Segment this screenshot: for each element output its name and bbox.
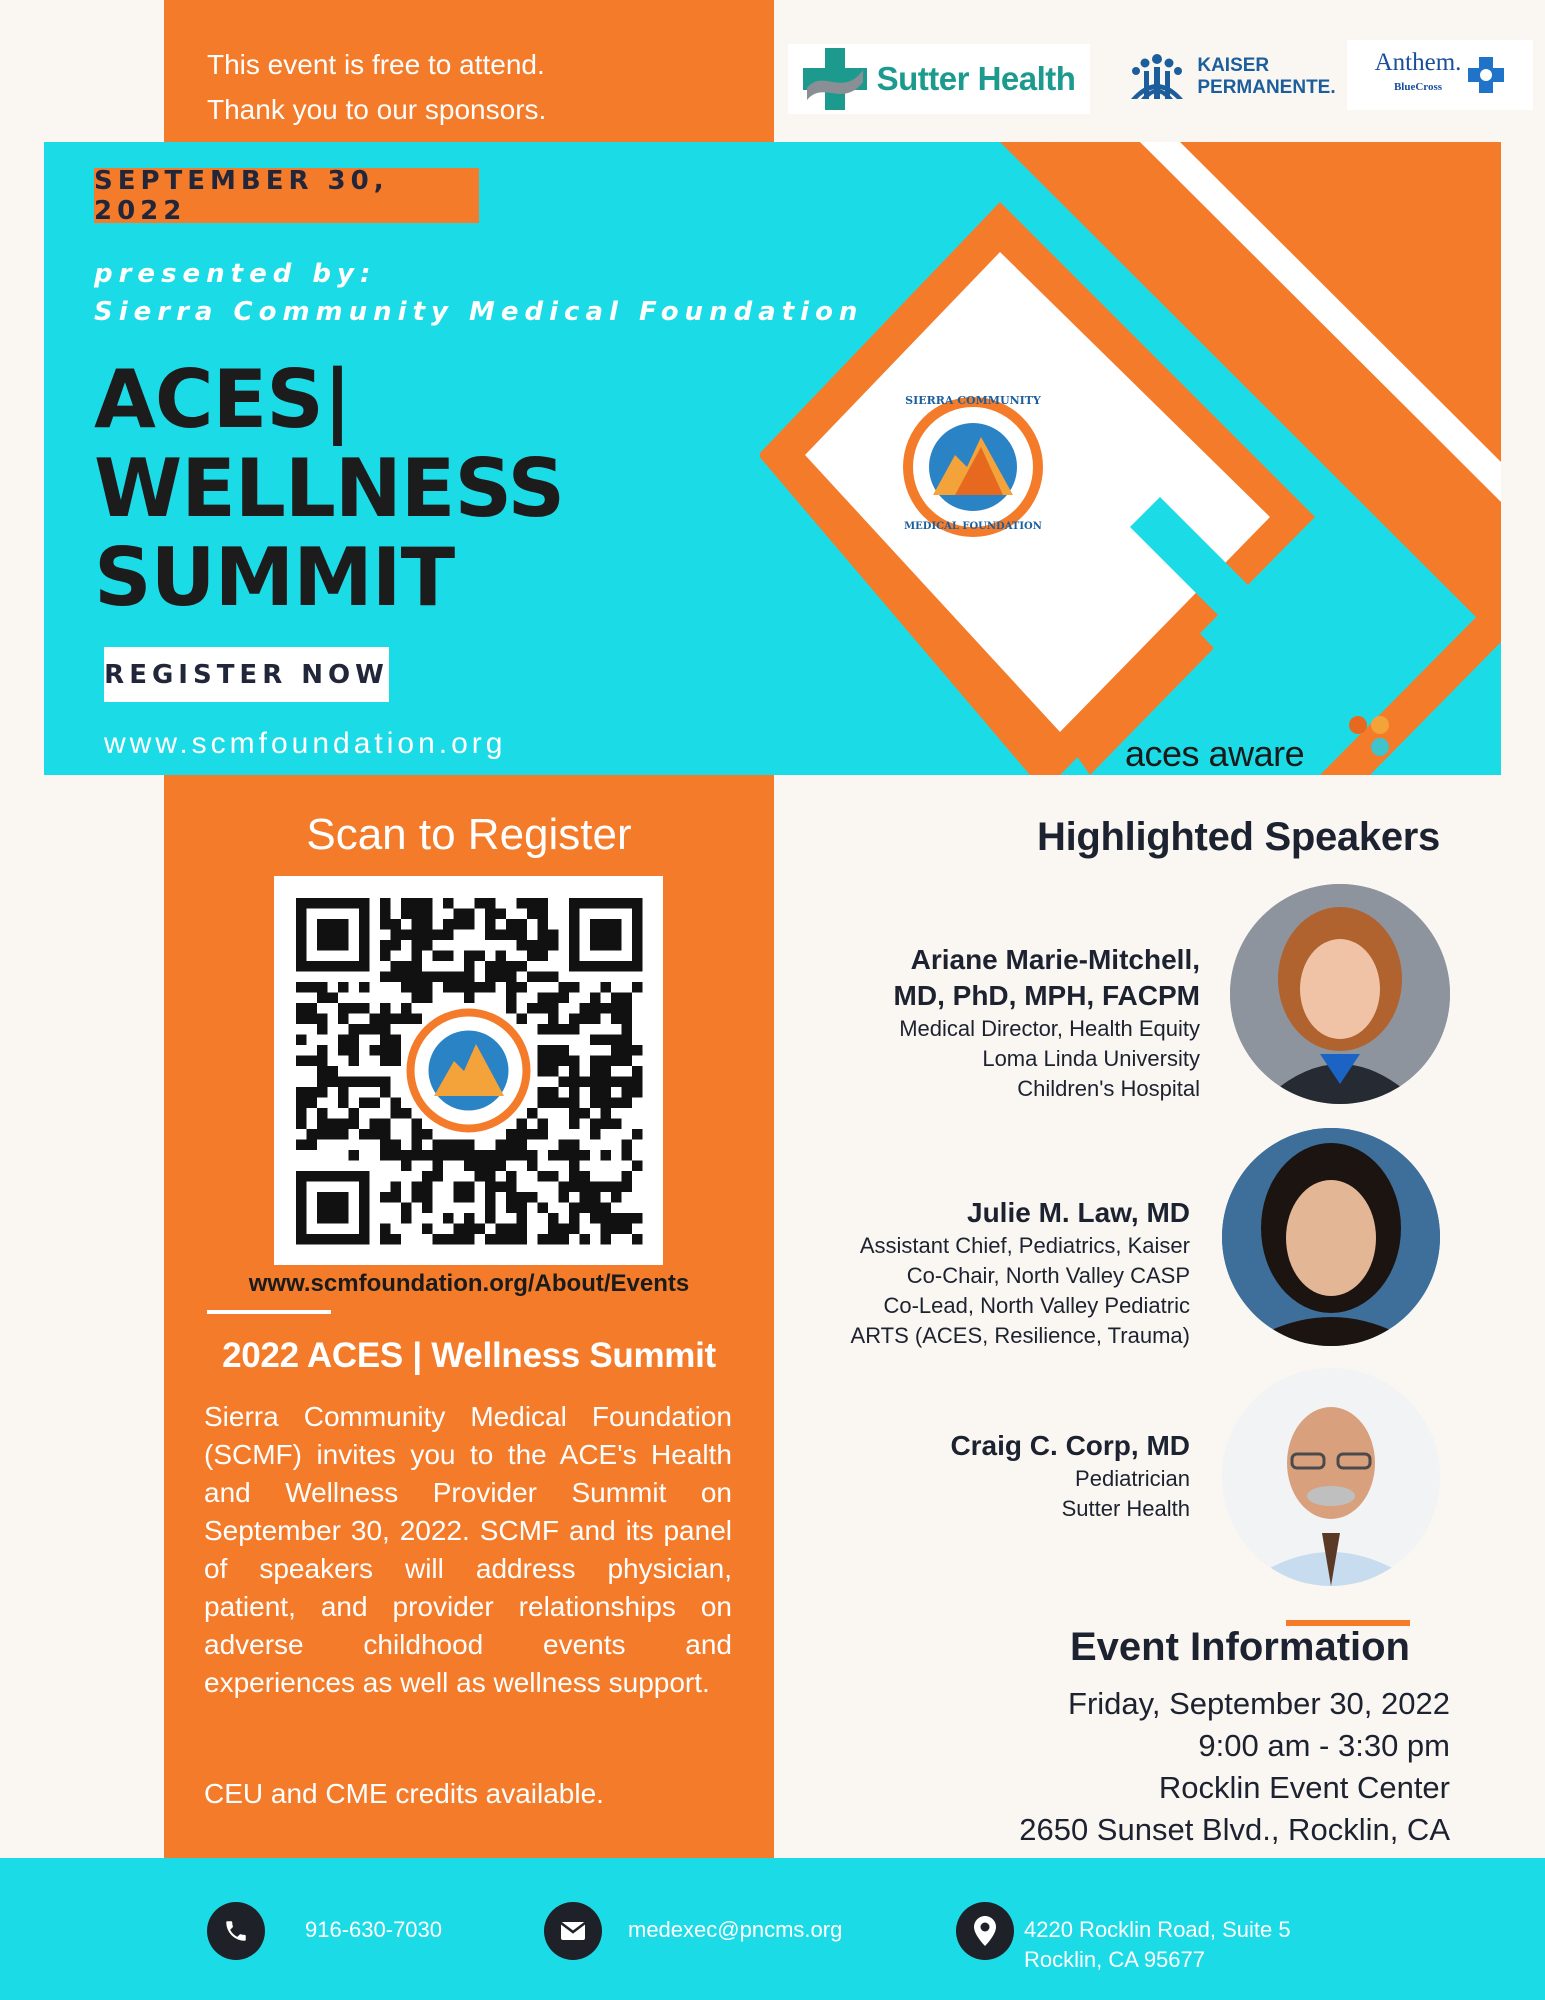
speaker-1-role-2: Loma Linda University xyxy=(982,1046,1200,1071)
address-line-2: Rocklin, CA 95677 xyxy=(1024,1947,1205,1972)
register-now-button[interactable]: REGISTER NOW xyxy=(104,647,389,702)
page-title xyxy=(94,355,654,622)
speaker-2-role-3: Co-Lead, North Valley Pediatric xyxy=(883,1293,1190,1318)
scmf-logo-badge xyxy=(893,395,1053,540)
email-icon xyxy=(544,1902,602,1960)
kaiser-line-2: PERMANENTE. xyxy=(1197,77,1336,98)
speaker-2-name: Julie M. Law, MD xyxy=(967,1197,1190,1228)
speaker-2-role-4: ARTS (ACES, Resilience, Trauma) xyxy=(850,1323,1190,1348)
anthem-logo xyxy=(1347,40,1533,110)
speaker-1-role-1: Medical Director, Health Equity xyxy=(899,1016,1200,1041)
title-line-1: ACES| xyxy=(94,353,352,446)
events-link[interactable]: www.scmfoundation.org/About/Events xyxy=(248,1270,690,1297)
event-time: 9:00 am - 3:30 pm xyxy=(1198,1728,1450,1763)
presented-by xyxy=(94,255,863,331)
speaker-2-role-1: Assistant Chief, Pediatrics, Kaiser xyxy=(859,1233,1190,1258)
anthem-bluecross: BlueCross xyxy=(1393,81,1443,93)
speaker-3-role-1: Pediatrician xyxy=(1075,1466,1190,1491)
event-details xyxy=(880,1683,1450,1851)
credits-note: CEU and CME credits available. xyxy=(204,1778,604,1809)
speaker-2-portrait-icon xyxy=(1222,1128,1440,1346)
event-info-heading: Event Information xyxy=(1069,1625,1410,1669)
qr-code-icon xyxy=(274,876,663,1265)
registration-qr-code[interactable] xyxy=(274,876,663,1265)
kaiser-permanente-logo xyxy=(1124,40,1339,114)
summit-heading: 2022 ACES | Wellness Summit xyxy=(222,1336,716,1375)
anthem-name xyxy=(1375,51,1462,99)
event-address: 2650 Sunset Blvd., Rocklin, CA xyxy=(1019,1812,1450,1847)
event-date: Friday, September 30, 2022 xyxy=(1068,1686,1450,1721)
hero-geometric-art xyxy=(760,142,1501,775)
summit-description: Sierra Community Medical Foundation (SCMF) invites you to the ACE's Health and Wellness Provider Summit on September 30, 2022. SCMF and its panel of speakers will address physician, patient, and provider relationships on adverse childhood events and experiences as well as wellness support. xyxy=(204,1401,732,1698)
title-line-3: SUMMIT xyxy=(94,531,455,624)
speaker-1-name-line-1: Ariane Marie-Mitchell, xyxy=(910,944,1200,975)
title-line-2: WELLNESS xyxy=(94,442,565,535)
speakers-heading: Highlighted Speakers xyxy=(1037,815,1440,859)
contact-phone[interactable]: 916-630-7030 xyxy=(305,1917,443,1942)
kaiser-name xyxy=(1197,55,1335,99)
speaker-3-role-2: Sutter Health xyxy=(1061,1496,1190,1521)
speaker-1-photo xyxy=(1230,884,1450,1104)
badge-top-text: SIERRA COMMUNITY xyxy=(905,394,1041,407)
speaker-1-role-3: Children's Hospital xyxy=(1017,1076,1200,1101)
kaiser-sunburst-icon xyxy=(1127,49,1187,105)
scan-to-register-heading: Scan to Register xyxy=(306,810,632,859)
presented-by-label: presented by: xyxy=(94,259,377,289)
badge-bottom-text: MEDICAL FOUNDATION xyxy=(904,521,1042,532)
sutter-health-logo xyxy=(788,44,1090,114)
location-pin-icon xyxy=(956,1902,1014,1960)
presenter-name: Sierra Community Medical Foundation xyxy=(94,297,864,327)
bluecross-icon xyxy=(1467,56,1505,94)
event-venue: Rocklin Event Center xyxy=(1158,1770,1450,1805)
speaker-1-name-line-2: MD, PhD, MPH, FACPM xyxy=(893,980,1200,1011)
speaker-1-portrait-icon xyxy=(1230,884,1450,1104)
address-line-1: 4220 Rocklin Road, Suite 5 xyxy=(1024,1917,1291,1942)
sutter-health-name: Sutter Health xyxy=(876,60,1076,97)
contact-address xyxy=(1024,1915,1291,1975)
kaiser-line-1: KAISER xyxy=(1197,55,1270,76)
speaker-2-role-2: Co-Chair, North Valley CASP xyxy=(906,1263,1190,1288)
speaker-2-photo xyxy=(1222,1128,1440,1346)
speaker-3 xyxy=(760,1428,1190,1524)
contact-email[interactable]: medexec@pncms.org xyxy=(628,1917,843,1942)
speaker-2 xyxy=(760,1195,1190,1351)
sponsor-line-2: Thank you to our sponsors. xyxy=(207,94,547,125)
link-underline xyxy=(207,1310,331,1314)
speaker-1 xyxy=(760,942,1200,1104)
speaker-3-portrait-icon xyxy=(1222,1368,1440,1586)
speaker-3-photo xyxy=(1222,1368,1440,1586)
anthem-word: Anthem. xyxy=(1374,49,1462,76)
aces-aware-logo: aces aware xyxy=(1125,733,1305,774)
sponsor-message xyxy=(207,42,727,132)
speaker-3-name: Craig C. Corp, MD xyxy=(950,1430,1190,1461)
website-link[interactable]: www.scmfoundation.org xyxy=(104,727,507,760)
aces-aware-dots-icon xyxy=(1346,713,1396,763)
sponsor-line-1: This event is free to attend. xyxy=(207,49,545,80)
sutter-cross-icon xyxy=(803,48,867,110)
phone-icon xyxy=(207,1902,265,1960)
event-date-badge: SEPTEMBER 30, 2022 xyxy=(94,168,479,223)
